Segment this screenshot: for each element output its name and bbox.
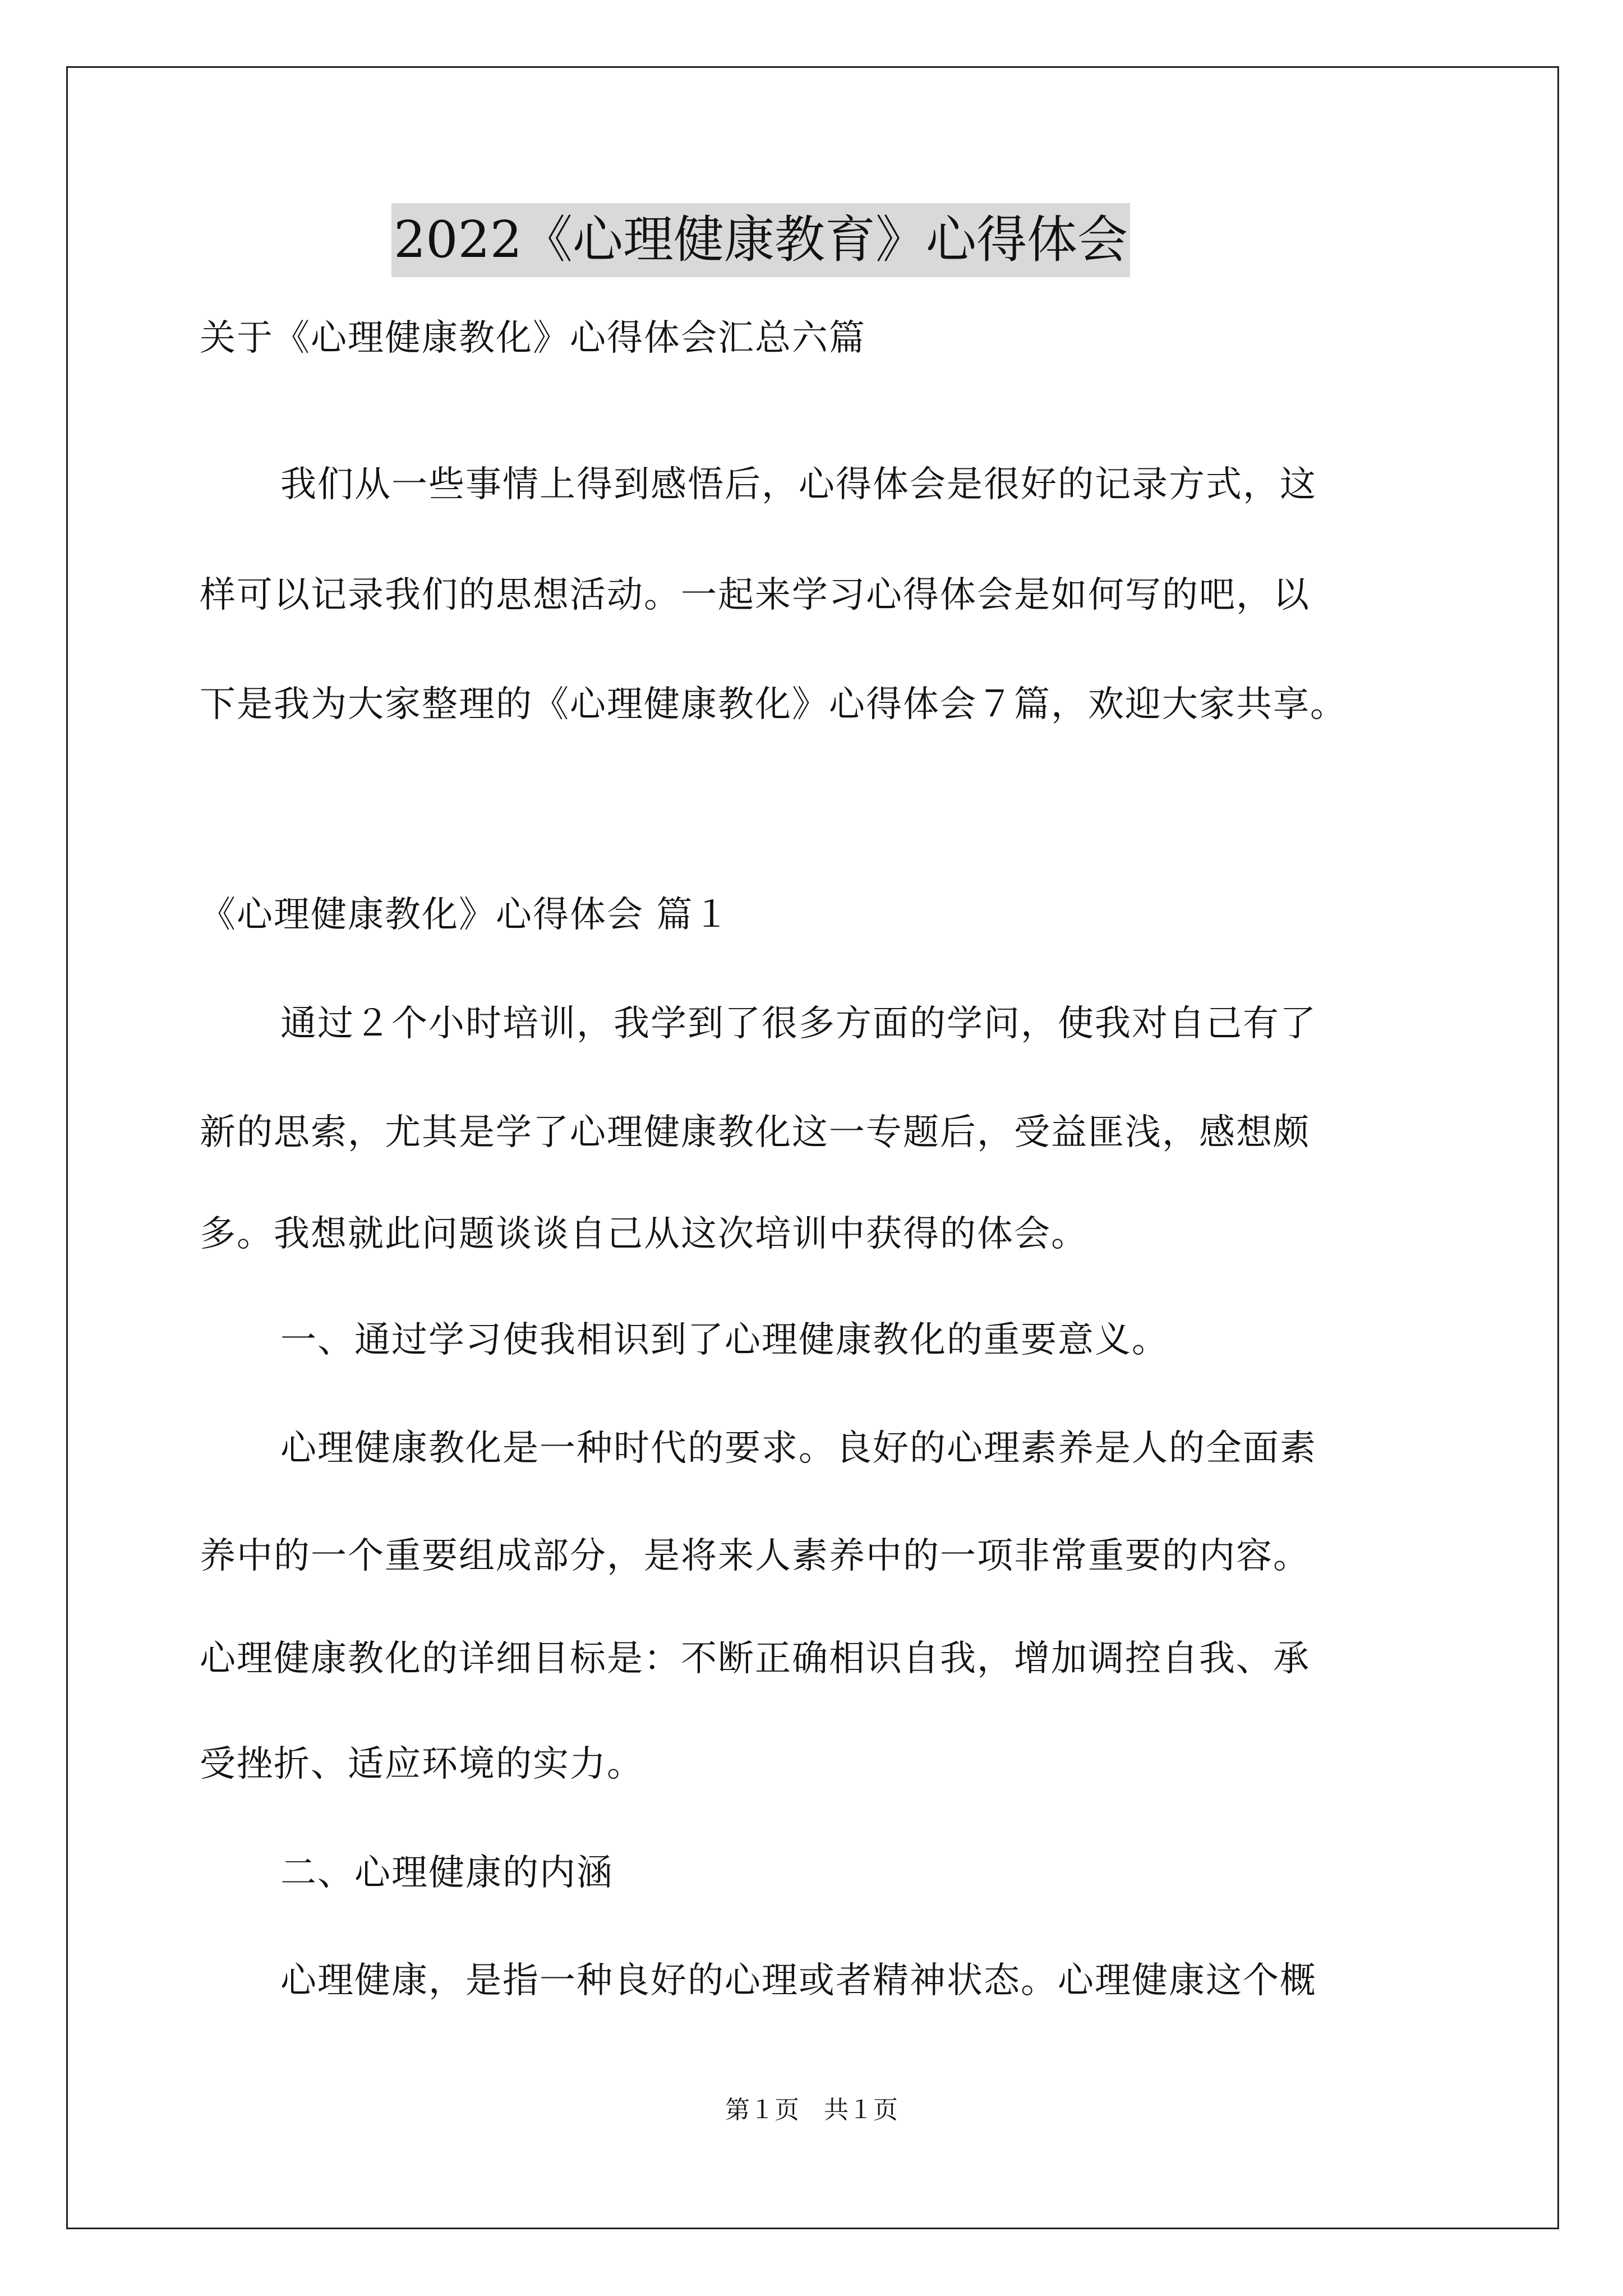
body-line: 心理健康，是指一种良好的心理或者精神状态。心理健康这个概 <box>280 1960 1317 2001</box>
body-line: 一、通过学习使我相识到了心理健康教化的重要意义。 <box>280 1319 1169 1361</box>
body-line: 二、心理健康的内涵 <box>280 1852 614 1894</box>
document-title: 2022《心理健康教育》心得体会 <box>391 203 1130 277</box>
intro-line: 样可以记录我们的思想活动。一起来学习心得体会是如何写的吧，以 <box>200 574 1310 616</box>
body-line: 新的思索，尤其是学了心理健康教化这一专题后，受益匪浅，感想颇 <box>200 1112 1310 1153</box>
section-heading: 《心理健康教化》心得体会 篇１ <box>200 894 731 936</box>
body-line: 心理健康教化的详细目标是：不断正确相识自我，增加调控自我、承 <box>200 1638 1310 1680</box>
body-line: 通过２个小时培训，我学到了很多方面的学问，使我对自己有了 <box>280 1003 1317 1045</box>
intro-line: 我们从一些事情上得到感悟后，心得体会是很好的记录方式，这 <box>280 464 1317 505</box>
body-line: 心理健康教化是一种时代的要求。良好的心理素养是人的全面素 <box>280 1428 1317 1469</box>
body-line: 养中的一个重要组成部分，是将来人素养中的一项非常重要的内容。 <box>200 1535 1310 1577</box>
body-line: 受挫折、适应环境的实力。 <box>200 1743 644 1785</box>
page-footer: 第１页 共１页 <box>725 2096 898 2124</box>
intro-line: 下是我为大家整理的《心理健康教化》心得体会７篇，欢迎大家共享。 <box>200 684 1347 725</box>
document-subtitle: 关于《心理健康教化》心得体会汇总六篇 <box>200 318 866 359</box>
body-line: 多。我想就此问题谈谈自己从这次培训中获得的体会。 <box>200 1213 1088 1255</box>
